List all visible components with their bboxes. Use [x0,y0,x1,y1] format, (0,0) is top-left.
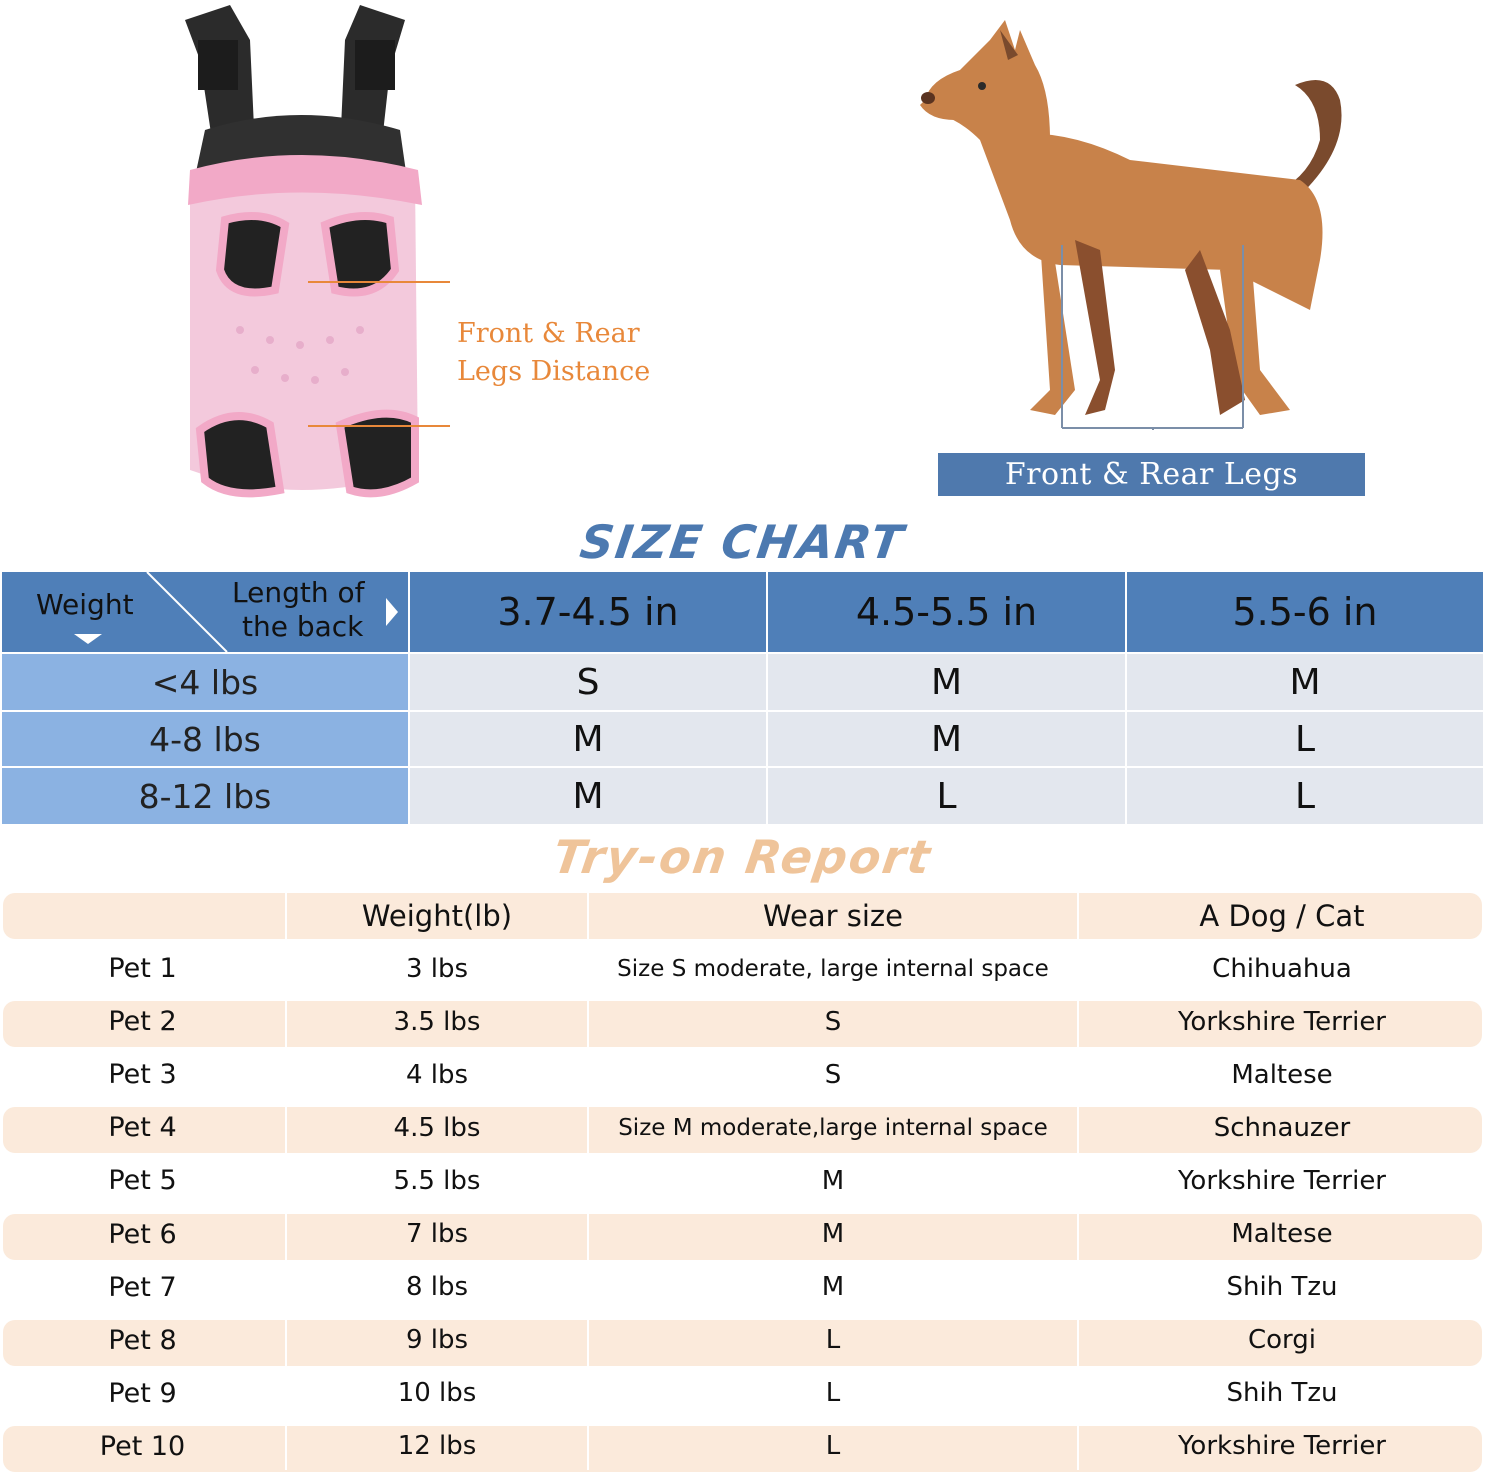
size-col-header-1: 3.7-4.5 in [410,572,766,652]
size-row-weight-1: <4 lbs [2,654,408,710]
tryon-header-cell: Wear size [763,899,903,933]
tryon-cell: Yorkshire Terrier [1178,1431,1386,1462]
size-col-header-2: 4.5-5.5 in [768,572,1125,652]
tryon-pet-label: Pet 8 [108,1324,177,1356]
tryon-pet-label: Pet 7 [108,1271,177,1303]
size-cell: M [410,712,766,766]
tryon-cell: 3 lbs [405,953,469,984]
tryon-cell: Yorkshire Terrier [1178,1006,1386,1037]
size-cell: M [410,768,766,824]
tryon-pet-label: Pet 10 [99,1430,186,1462]
tryon-cell: Maltese [1231,1219,1333,1250]
tryon-pet-label: Pet 4 [108,1112,177,1144]
dog-image [900,10,1370,430]
size-cell: M [1127,654,1483,710]
tryon-cell: Size M moderate,large internal space [618,1114,1048,1141]
tryon-pet-label: Pet 3 [108,1059,177,1091]
carrier-measure-label [457,315,657,391]
tryon-pet-label: Pet 5 [108,1165,177,1197]
tryon-cell: Yorkshire Terrier [1178,1165,1386,1196]
tryon-cell: 8 lbs [405,1272,469,1303]
tryon-cell: 9 lbs [405,1325,469,1356]
tryon-cell: 5.5 lbs [393,1165,481,1196]
size-chart-table [2,572,1483,824]
carrier-label-line1: Front & Rear [457,318,640,349]
tryon-cell: Chihuahua [1212,953,1352,984]
tryon-cell: Schnauzer [1213,1112,1351,1143]
tryon-header-cell [0,893,285,939]
tryon-cell: M [821,1219,845,1250]
tryon-cell: 10 lbs [397,1378,477,1409]
dog-measure-label: Front & Rear Legs Distance [938,453,1365,496]
tryon-cell: L [825,1325,841,1356]
tryon-cell: 12 lbs [397,1431,477,1462]
corner-length-line2: the back [242,610,364,643]
tryon-cell: M [821,1272,845,1303]
size-cell: L [1127,712,1483,766]
size-cell: M [768,654,1125,710]
tryon-cell: Shih Tzu [1226,1272,1338,1303]
tryon-header-cell: Weight(lb) [361,899,513,933]
tryon-cell: 4 lbs [405,1059,469,1090]
size-cell: M [768,712,1125,766]
tryon-column-separator [587,893,589,1470]
corner-length-line1: Length of [232,576,365,609]
tryon-cell: 3.5 lbs [393,1006,481,1037]
tryon-cell: 4.5 lbs [393,1112,481,1143]
size-cell: L [1127,768,1483,824]
tryon-pet-label: Pet 6 [108,1218,177,1250]
size-chart-corner-header [2,572,408,652]
tryon-pet-label: Pet 1 [108,953,177,985]
tryon-cell: Maltese [1231,1059,1333,1090]
tryon-cell: 7 lbs [405,1219,469,1250]
size-cell: L [768,768,1125,824]
tryon-pet-label: Pet 9 [108,1377,177,1409]
tryon-pet-label: Pet 2 [108,1006,177,1038]
tryon-cell: L [825,1431,841,1462]
pet-carrier-image [160,0,450,510]
carrier-label-line2: Legs Distance [457,356,651,387]
corner-weight-label: Weight [36,588,134,621]
tryon-cell: Size S moderate, large internal space [617,955,1049,982]
tryon-cell: Shih Tzu [1226,1378,1338,1409]
size-chart-title: SIZE CHART [576,515,909,569]
tryon-title: Try-on Report [549,830,936,884]
size-cell: S [410,654,766,710]
tryon-cell: L [825,1378,841,1409]
tryon-column-separator [285,893,287,1470]
size-row-weight-3: 8-12 lbs [2,768,408,824]
tryon-cell: M [821,1165,845,1196]
tryon-header-cell: A Dog / Cat [1199,899,1365,933]
tryon-cell: S [824,1006,842,1037]
size-col-header-3: 5.5-6 in [1127,572,1483,652]
tryon-cell: S [824,1059,842,1090]
tryon-table [0,893,1485,1470]
tryon-column-separator [1077,893,1079,1470]
tryon-cell: Corgi [1247,1325,1317,1356]
size-row-weight-2: 4-8 lbs [2,712,408,766]
